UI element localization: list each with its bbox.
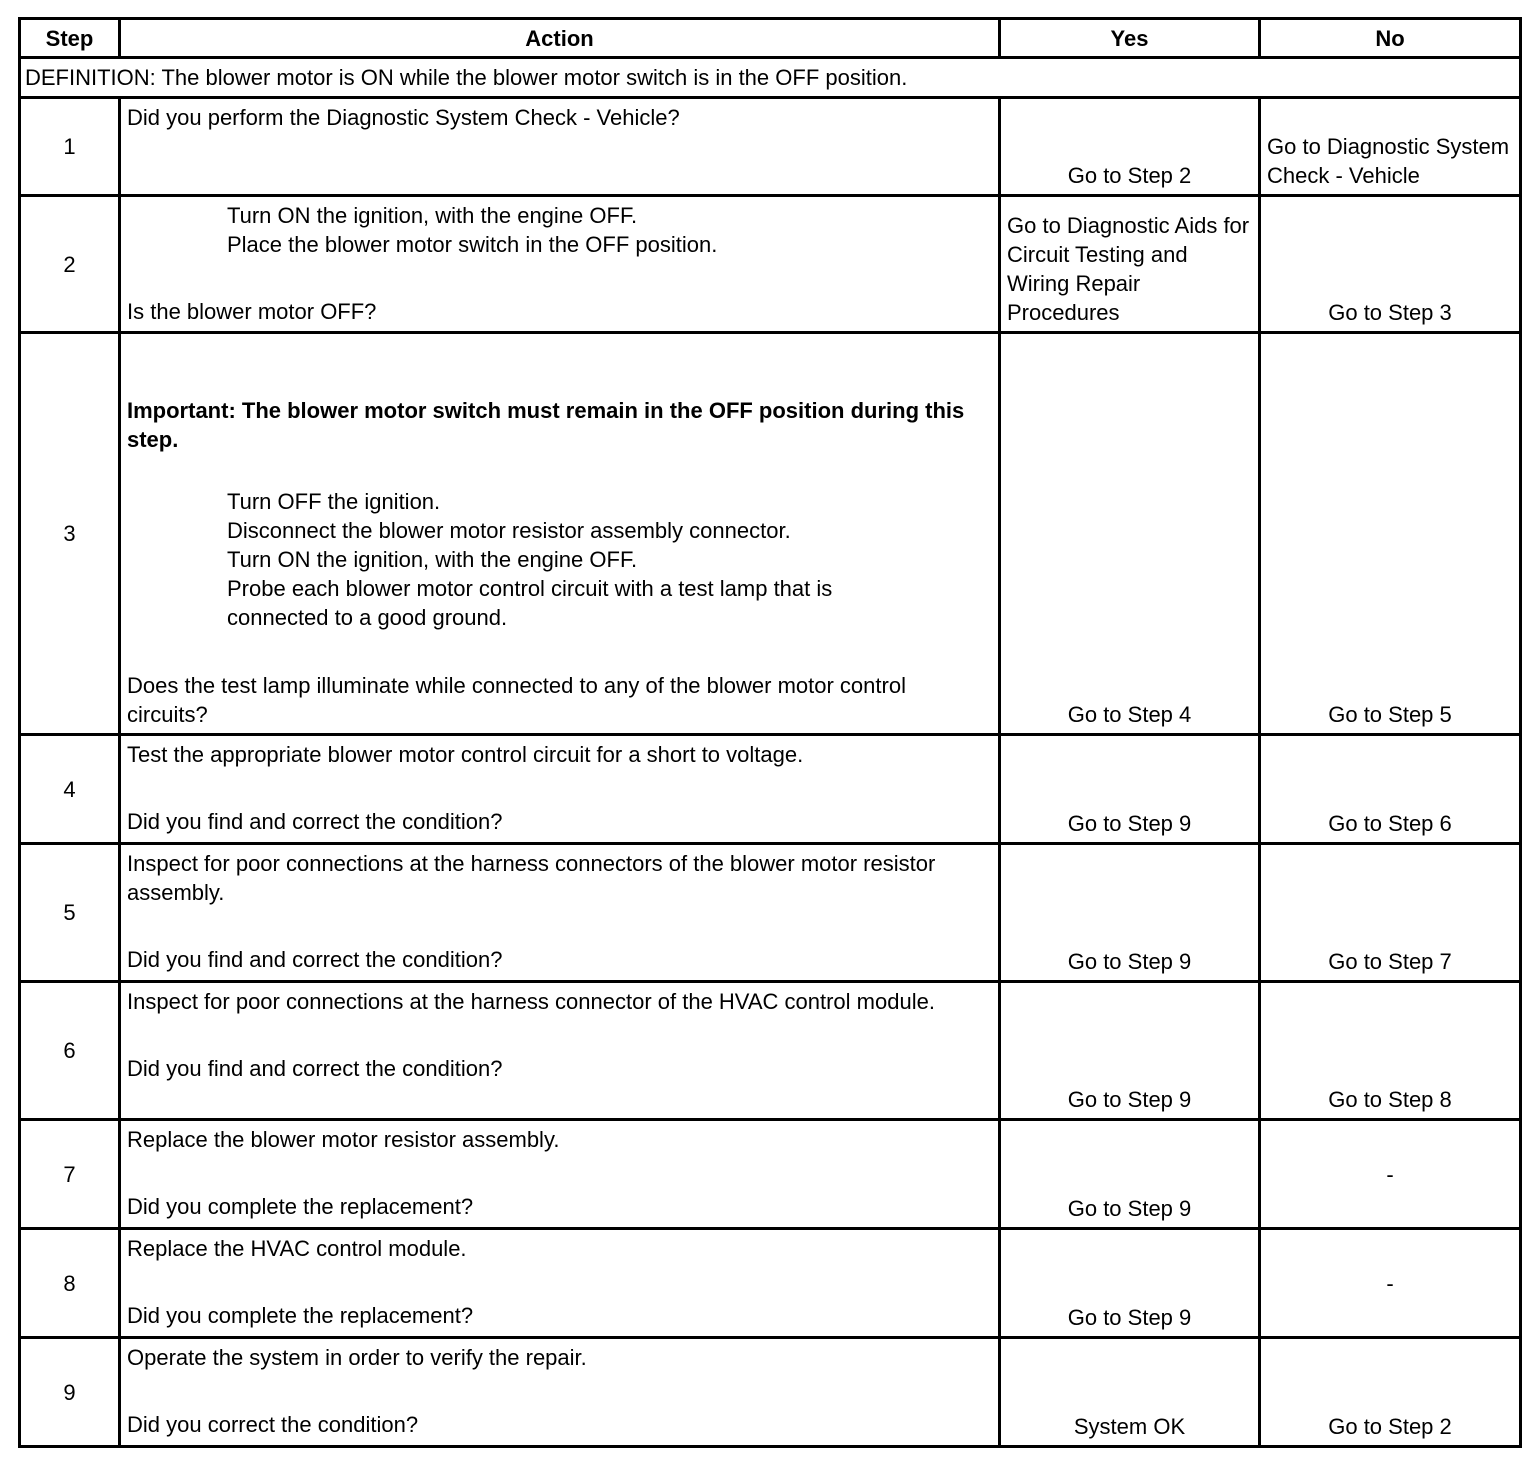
question-text: Did you perform the Diagnostic System Check - Vehicle? [127, 105, 680, 130]
question-text: Did you correct the condition? [127, 1412, 419, 1437]
yes-cell: Go to Step 2 [1000, 98, 1260, 196]
question-text: Does the test lamp illuminate while connected to any of the blower motor control circuits? [127, 673, 906, 727]
no-cell: Go to Step 7 [1260, 844, 1521, 982]
header-action: Action [120, 19, 1000, 58]
question-text: Did you find and correct the condition? [127, 1056, 503, 1081]
action-text: Replace the blower motor resistor assembly. [127, 1127, 560, 1152]
table-row [20, 333, 1521, 735]
action-cell [120, 1120, 1000, 1229]
header-row [20, 19, 1521, 58]
step-number: 7 [20, 1120, 120, 1229]
action-text: Replace the HVAC control module. [127, 1236, 467, 1261]
table-row [20, 844, 1521, 982]
step-number: 8 [20, 1229, 120, 1338]
table-row [20, 735, 1521, 844]
action-cell [120, 196, 1000, 333]
no-cell: Go to Diagnostic System Check - Vehicle [1260, 98, 1521, 196]
action-text: Test the appropriate blower motor control circuit for a short to voltage. [127, 742, 804, 767]
instruction-text: Turn ON the ignition, with the engine OFF. [227, 547, 638, 572]
header-yes: Yes [1000, 19, 1260, 58]
question-text: Did you find and correct the condition? [127, 947, 503, 972]
yes-cell: Go to Step 9 [1000, 1120, 1260, 1229]
action-text: Operate the system in order to verify the repair. [127, 1345, 587, 1370]
question-text: Did you find and correct the condition? [127, 809, 503, 834]
step-number: 5 [20, 844, 120, 982]
definition-text: DEFINITION: The blower motor is ON while the blower motor switch is in the OFF position. [20, 58, 1521, 98]
instruction-text: Turn ON the ignition, with the engine OFF. [227, 203, 638, 228]
important-note: Important: The blower motor switch must remain in the OFF position during this step. [127, 398, 965, 452]
step-number: 9 [20, 1338, 120, 1447]
action-cell [120, 98, 1000, 196]
yes-cell: Go to Step 9 [1000, 1229, 1260, 1338]
yes-cell: Go to Step 4 [1000, 333, 1260, 735]
action-cell [120, 1338, 1000, 1447]
header-step: Step [20, 19, 120, 58]
instruction-text: Probe each blower motor control circuit with a test lamp that is connected to a good ground. [227, 576, 833, 630]
question-text: Did you complete the replacement? [127, 1194, 474, 1219]
question-text: Did you complete the replacement? [127, 1303, 474, 1328]
action-cell [120, 844, 1000, 982]
no-cell: Go to Step 8 [1260, 982, 1521, 1120]
instruction-text: Place the blower motor switch in the OFF position. [227, 232, 718, 257]
step-number: 2 [20, 196, 120, 333]
instruction-text: Disconnect the blower motor resistor assembly connector. [227, 518, 791, 543]
yes-cell: Go to Diagnostic Aids for Circuit Testing and Wiring Repair Procedures [1000, 196, 1260, 333]
table-row [20, 196, 1521, 333]
table-row [20, 1338, 1521, 1447]
action-cell [120, 735, 1000, 844]
yes-cell: Go to Step 9 [1000, 735, 1260, 844]
no-cell: Go to Step 6 [1260, 735, 1521, 844]
yes-cell: Go to Step 9 [1000, 844, 1260, 982]
no-cell: Go to Step 3 [1260, 196, 1521, 333]
yes-cell: Go to Step 9 [1000, 982, 1260, 1120]
table-row [20, 1120, 1521, 1229]
table-row [20, 982, 1521, 1120]
definition-row [20, 58, 1521, 98]
no-cell: Go to Step 5 [1260, 333, 1521, 735]
table-row [20, 1229, 1521, 1338]
header-no: No [1260, 19, 1521, 58]
no-cell: Go to Step 2 [1260, 1338, 1521, 1447]
table-row [20, 98, 1521, 196]
no-cell: - [1260, 1120, 1521, 1229]
instruction-text: Turn OFF the ignition. [227, 489, 441, 514]
action-text: Inspect for poor connections at the harness connectors of the blower motor resistor assembly. [127, 851, 936, 905]
question-text: Is the blower motor OFF? [127, 299, 377, 324]
step-number: 6 [20, 982, 120, 1120]
yes-cell: System OK [1000, 1338, 1260, 1447]
action-cell [120, 333, 1000, 735]
no-cell: - [1260, 1229, 1521, 1338]
step-number: 1 [20, 98, 120, 196]
action-cell [120, 982, 1000, 1120]
diagnostic-table [18, 17, 1522, 1448]
action-text: Inspect for poor connections at the harness connector of the HVAC control module. [127, 989, 935, 1014]
step-number: 3 [20, 333, 120, 735]
action-cell [120, 1229, 1000, 1338]
step-number: 4 [20, 735, 120, 844]
